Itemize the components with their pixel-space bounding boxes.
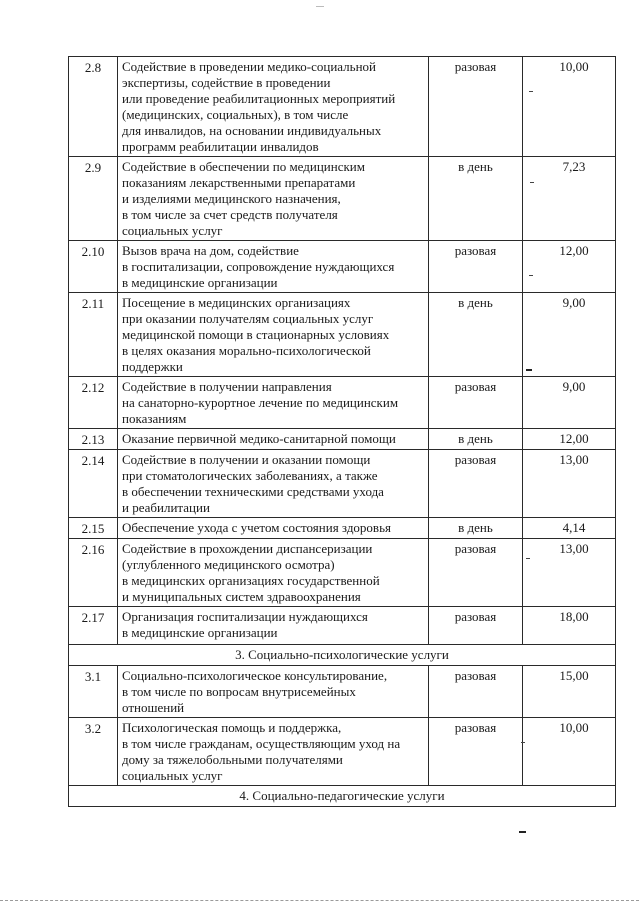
table-row [69, 57, 616, 157]
service-unit: в день [429, 293, 523, 377]
scan-speck [526, 558, 530, 559]
service-description: Организация госпитализации нуждающихся в медицинские организации [118, 607, 429, 645]
scan-speck [529, 275, 533, 276]
service-number: 2.15 [69, 518, 118, 539]
service-unit: разовая [429, 539, 523, 607]
service-number: 3.1 [69, 666, 118, 718]
service-price: 4,14 [523, 518, 616, 539]
table-row [69, 429, 616, 450]
services-table [68, 56, 616, 807]
service-unit: разовая [429, 607, 523, 645]
service-price: 9,00 [523, 377, 616, 429]
service-description: Содействие в обеспечении по медицинским показаниям лекарственными препаратами и изделиями медицинского назначения, в том числе за счет средств получателя социальных услуг [118, 157, 429, 241]
service-number: 2.16 [69, 539, 118, 607]
scan-speck [316, 6, 324, 7]
service-description: Психологическая помощь и поддержка, в том числе гражданам, осуществляющим уход на дому за тяжелобольными получателями социальных услуг [118, 718, 429, 786]
service-number: 3.2 [69, 718, 118, 786]
scan-speck [529, 91, 533, 92]
service-unit: разовая [429, 241, 523, 293]
section-title: 4. Социально-педагогические услуги [69, 786, 616, 807]
service-price: 15,00 [523, 666, 616, 718]
table-row [69, 539, 616, 607]
service-number: 2.11 [69, 293, 118, 377]
service-description: Социально-психологическое консультирование, в том числе по вопросам внутрисемейных отношений [118, 666, 429, 718]
service-number: 2.12 [69, 377, 118, 429]
scan-speck [530, 182, 534, 183]
service-unit: разовая [429, 718, 523, 786]
service-unit: разовая [429, 377, 523, 429]
service-description: Содействие в проведении медико-социальной экспертизы, содействие в проведении или проведение реабилитационных мероприятий (медицинских, социальных), в том числе для инвалидов, на основании индивидуальных программ реабилитации инвалидов [118, 57, 429, 157]
service-price: 13,00 [523, 450, 616, 518]
section-header-row [69, 786, 616, 807]
section-title: 3. Социально-психологические услуги [69, 645, 616, 666]
table-row [69, 666, 616, 718]
table-row [69, 450, 616, 518]
table-row [69, 607, 616, 645]
service-number: 2.17 [69, 607, 118, 645]
service-price: 13,00 [523, 539, 616, 607]
table-row [69, 718, 616, 786]
service-price: 9,00 [523, 293, 616, 377]
service-unit: в день [429, 157, 523, 241]
service-unit: в день [429, 429, 523, 450]
service-number: 2.8 [69, 57, 118, 157]
service-unit: разовая [429, 57, 523, 157]
table-row [69, 157, 616, 241]
table-row [69, 377, 616, 429]
service-number: 2.9 [69, 157, 118, 241]
table-row [69, 293, 616, 377]
scan-speck [526, 369, 532, 371]
table-row [69, 241, 616, 293]
table-row [69, 518, 616, 539]
service-price: 10,00 [523, 57, 616, 157]
scan-speck [519, 831, 526, 833]
service-description: Посещение в медицинских организациях при оказании получателям социальных услуг медицинской помощи в стационарных условиях в целях оказания морально-психологической поддержки [118, 293, 429, 377]
service-price: 12,00 [523, 429, 616, 450]
service-unit: разовая [429, 666, 523, 718]
service-description: Вызов врача на дом, содействие в госпитализации, сопровождение нуждающихся в медицинские организации [118, 241, 429, 293]
service-description: Обеспечение ухода с учетом состояния здоровья [118, 518, 429, 539]
service-number: 2.14 [69, 450, 118, 518]
section-header-row [69, 645, 616, 666]
service-number: 2.10 [69, 241, 118, 293]
service-description: Содействие в прохождении диспансеризации (углубленного медицинского осмотра) в медицинских организациях государственной и муниципальных систем здравоохранения [118, 539, 429, 607]
service-description: Оказание первичной медико-санитарной помощи [118, 429, 429, 450]
service-description: Содействие в получении направления на санаторно-курортное лечение по медицинским показаниям [118, 377, 429, 429]
scan-speck [521, 742, 525, 743]
service-unit: в день [429, 518, 523, 539]
service-number: 2.13 [69, 429, 118, 450]
service-price: 10,00 [523, 718, 616, 786]
service-unit: разовая [429, 450, 523, 518]
service-price: 18,00 [523, 607, 616, 645]
scan-edge-line [0, 900, 639, 901]
service-price: 12,00 [523, 241, 616, 293]
service-description: Содействие в получении и оказании помощи при стоматологических заболеваниях, а также в обеспечении техническими средствами ухода и реабилитации [118, 450, 429, 518]
service-price: 7,23 [523, 157, 616, 241]
